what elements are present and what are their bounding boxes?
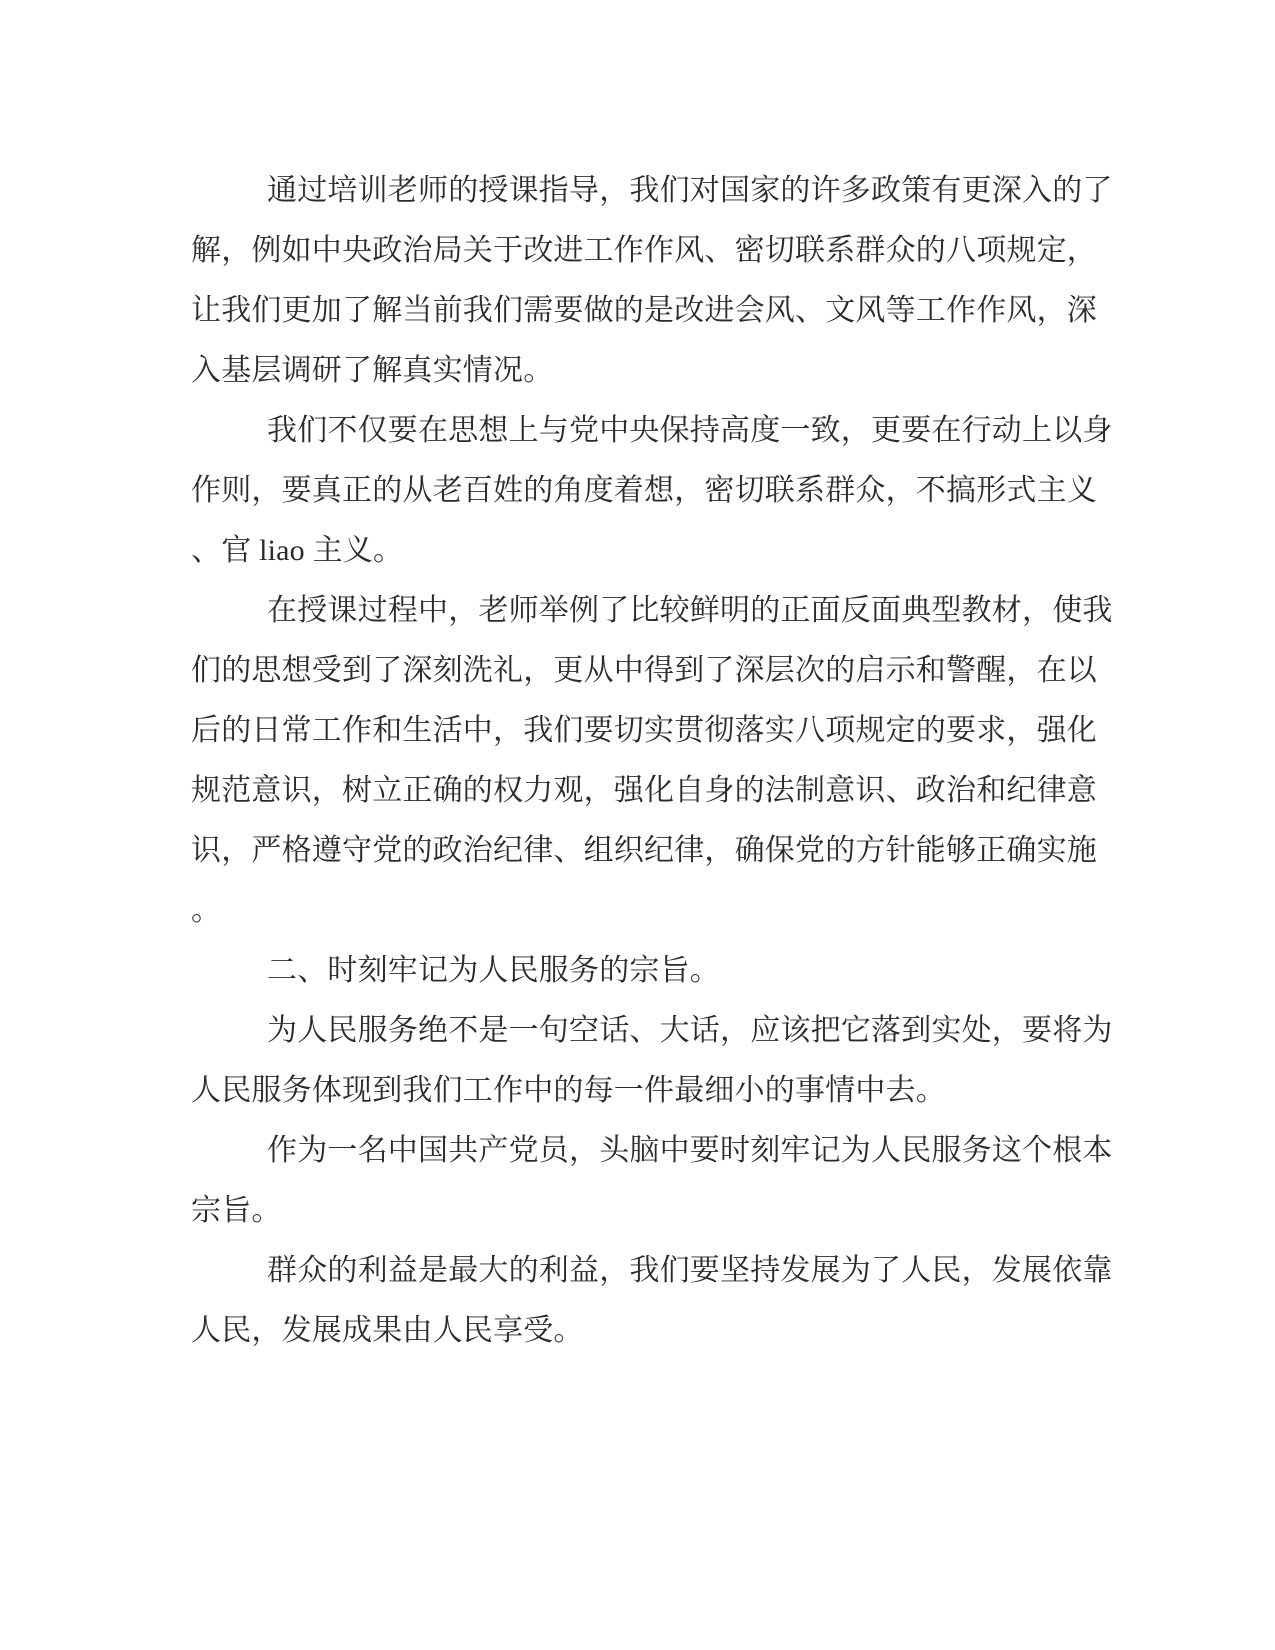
paragraph (191, 581, 1131, 941)
paragraph (191, 1241, 1131, 1361)
text-line: 。 (191, 894, 222, 927)
text-line: 识，严格遵守党的政治纪律、组织纪律，确保党的方针能够正确实施 (191, 834, 1097, 867)
paragraph (191, 1001, 1131, 1121)
paragraph (191, 161, 1131, 401)
text-line: 作则，要真正的从老百姓的角度着想，密切联系群众，不搞形式主义 (191, 474, 1097, 507)
text-line: 在授课过程中，老师举例了比较鲜明的正面反面典型教材，使我 (267, 594, 1113, 627)
text-line: 二、时刻牢记为人民服务的宗旨。 (267, 954, 720, 987)
text-line: 为人民服务绝不是一句空话、大话，应该把它落到实处，要将为 (267, 1014, 1113, 1047)
text-line: 、官 liao 主义。 (191, 534, 404, 567)
paragraph (191, 401, 1131, 581)
text-line: 让我们更加了解当前我们需要做的是改进会风、文风等工作作风，深 (191, 294, 1097, 327)
text-line: 入基层调研了解真实情况。 (191, 354, 554, 387)
text-line: 们的思想受到了深刻洗礼，更从中得到了深层次的启示和警醒，在以 (191, 654, 1097, 687)
paragraph-section-heading (191, 941, 1131, 1001)
text-line: 规范意识，树立正确的权力观，强化自身的法制意识、政治和纪律意 (191, 774, 1097, 807)
text-line: 解，例如中央政治局关于改进工作作风、密切联系群众的八项规定， (191, 234, 1097, 267)
text-line: 作为一名中国共产党员，头脑中要时刻牢记为人民服务这个根本 (267, 1134, 1113, 1167)
text-line: 宗旨。 (191, 1194, 282, 1227)
text-line: 群众的利益是最大的利益，我们要坚持发展为了人民，发展依靠 (267, 1254, 1113, 1287)
document-body (191, 161, 1131, 1361)
text-line: 人民服务体现到我们工作中的每一件最细小的事情中去。 (191, 1074, 946, 1107)
paragraph (191, 1121, 1131, 1241)
text-line: 通过培训老师的授课指导，我们对国家的许多政策有更深入的了 (267, 174, 1113, 207)
text-line: 我们不仅要在思想上与党中央保持高度一致，更要在行动上以身 (267, 414, 1113, 447)
text-line: 后的日常工作和生活中，我们要切实贯彻落实八项规定的要求，强化 (191, 714, 1097, 747)
text-line: 人民，发展成果由人民享受。 (191, 1314, 584, 1347)
